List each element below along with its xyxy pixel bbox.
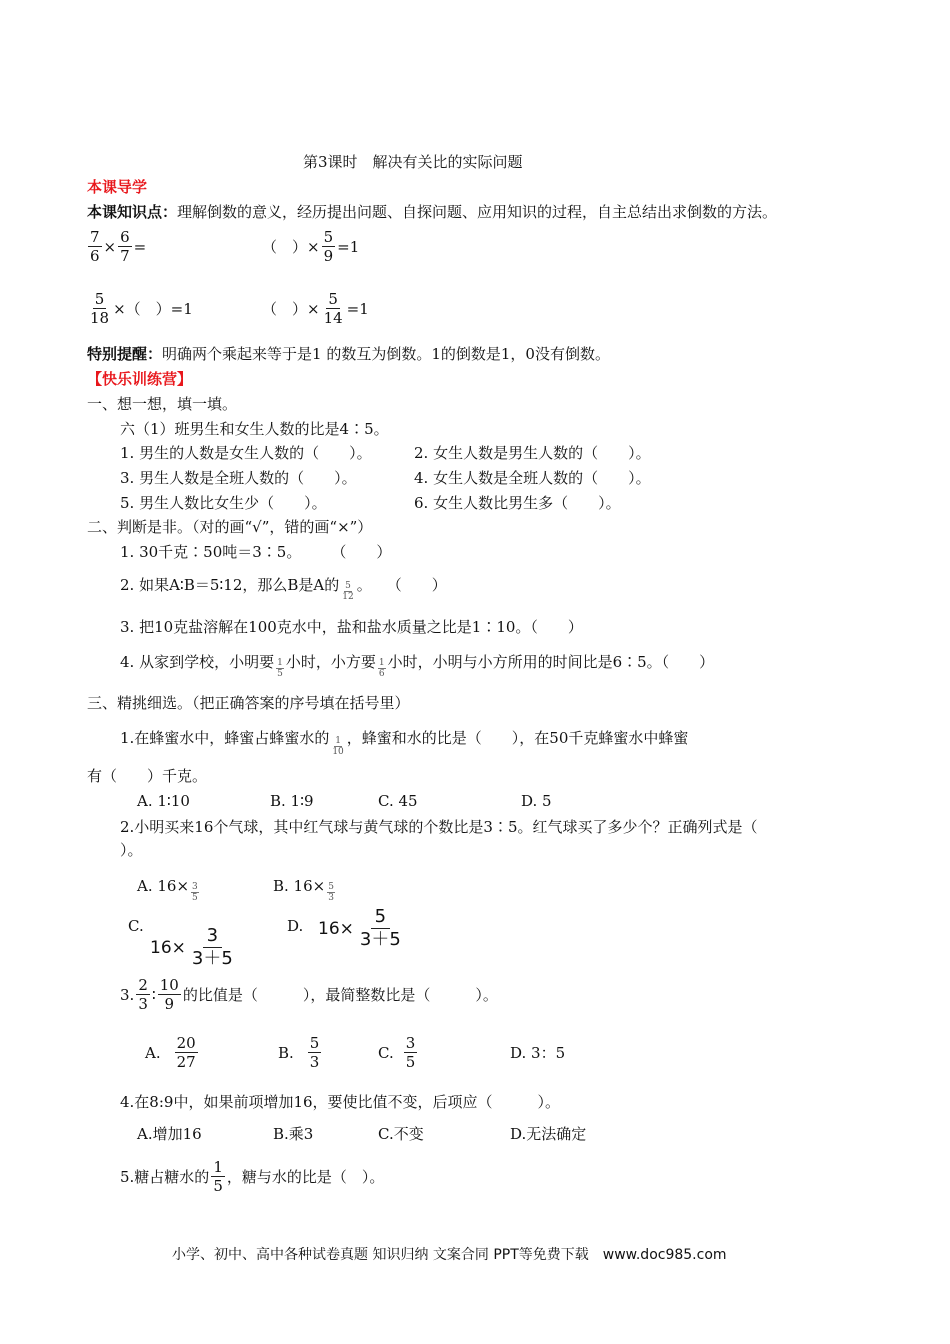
s3-q2-cont: ）。 (120, 841, 143, 859)
fraction: $\frac{3}{5}$ (405, 1034, 416, 1071)
s3-q1-option-d: D. 5 (521, 792, 552, 810)
exercise-1 (86, 228, 146, 265)
s1-q4: 4. 女生人数是全班人数的（ ）。 (414, 469, 651, 487)
exercise-2: （ ）× $\frac{5}{9}$ =1 (262, 228, 360, 265)
fraction: $\frac{20}{27}$ (176, 1034, 196, 1071)
fraction: $\frac{1}{5}$ (213, 1158, 223, 1195)
knowledge-line (87, 202, 777, 222)
section-1-intro: 六（1）班男生和女生人数的比是4∶5。 (120, 420, 389, 438)
exercise-4: （ ）× $\frac{5}{14}$ =1 (262, 290, 369, 327)
reminder-text: 明确两个乘起来等于是1 的数互为倒数。1的倒数是1，0没有倒数。 (162, 345, 610, 363)
camp-heading: 【快乐训练营】 (87, 370, 193, 388)
fraction: $\frac{5}{14}$ (323, 290, 343, 327)
reminder-label: 特别提醒： (87, 345, 163, 363)
s3-q1-option-c: C. 45 (378, 792, 418, 810)
s3-q5: 5.糖占糖水的 $\frac{1}{5}$ ，糖与水的比是（ ）。 (120, 1158, 385, 1195)
s3-q2-option-d: 16× $\frac{5}{3+5}$ (318, 906, 407, 951)
exercise-3: $\frac{5}{18}$ ×（ ）=1 (90, 290, 193, 327)
s2-q3: 3. 把10克盐溶解在100克水中，盐和盐水质量之比是1∶10。（ ） (120, 618, 583, 636)
section-1-heading: 一、想一想，填一填。 (87, 395, 238, 413)
s3-q2-option-c: 16× $\frac{3}{3+5}$ (150, 925, 239, 970)
fraction: $\frac{1}{6}$ (378, 658, 385, 679)
s3-q3-option-a: A. $\frac{20}{27}$ (145, 1034, 196, 1071)
s3-q1-option-a: A. 1∶10 (137, 792, 190, 810)
s3-q4: 4.在8:9中，如果前项增加16，要使比值不变，后项应（ ）。 (120, 1093, 561, 1111)
page-title: 第3课时 解决有关比的实际问题 (303, 153, 523, 171)
s3-q2: 2.小明买来16个气球，其中红气球与黄气球的个数比是3∶5。红气球买了多少个？正确列式是（ (120, 818, 758, 836)
fraction: $\frac{3}{5}$ (192, 882, 198, 903)
section-2-heading: 二、判断是非。（对的画“√”，错的画“×”） (87, 518, 373, 536)
s3-q1-cont: 有（ ）千克。 (87, 767, 208, 785)
s3-q2-option-c-label: C. (128, 917, 144, 935)
fraction: $\frac{1}{5}$ (277, 658, 283, 679)
s1-q3: 3. 男生人数是全班人数的（ ）。 (120, 469, 357, 487)
s3-q4-option-b: B.乘3 (273, 1125, 314, 1143)
s3-q4-option-a: A.增加16 (137, 1125, 202, 1143)
s2-q2: 2. 如果A∶B＝5∶12，那么B是A的 $\frac{5}{12}$ 。 （ ） (120, 575, 447, 602)
page-footer: 小学、初中、高中各种试卷真题 知识归纳 文案合同 PPT等免费下载 www.doc985.com (172, 1247, 727, 1263)
times-sign: × (103, 237, 117, 256)
section-3-heading: 三、精挑细选。（把正确答案的序号填在括号里） (87, 694, 410, 712)
s3-q3-option-b: B. $\frac{5}{3}$ (278, 1034, 320, 1071)
equals-sign: = (133, 237, 147, 256)
fraction: $\frac{5}{3}$ (328, 882, 334, 903)
fraction: $\frac{5}{3}$ (309, 1034, 320, 1071)
s3-q3-option-c: C. $\frac{3}{5}$ (378, 1034, 416, 1071)
s2-q4: 4. 从家到学校，小明要 $\frac{1}{5}$ 小时，小方要 $\frac{1}{6}$ 小时，小明与小方所用的时间比是6∶5。（ ） (120, 652, 715, 679)
knowledge-label: 本课知识点： (87, 203, 178, 221)
fraction: $\frac{2}{3}$ (138, 976, 148, 1013)
s3-q1-option-b: B. 1∶9 (270, 792, 314, 810)
knowledge-text: 理解倒数的意义，经历提出问题、自探问题、应用知识的过程，自主总结出求倒数的方法。 (177, 203, 778, 221)
fraction: $\frac{3}{3+5}$ (191, 925, 233, 969)
fraction: $\frac{10}{9}$ (159, 976, 179, 1013)
s1-q5: 5. 男生人数比女生少（ ）。 (120, 494, 327, 512)
s3-q2-option-b: B. 16× $\frac{5}{3}$ (273, 876, 334, 903)
guide-heading: 本课导学 (87, 178, 148, 196)
s3-q2-option-d-label: D. (287, 917, 304, 935)
s3-q3-option-d: D. 3：5 (510, 1044, 566, 1062)
s1-q6: 6. 女生人数比男生多（ ）。 (414, 494, 621, 512)
fraction: $\frac{5}{18}$ (90, 290, 110, 327)
reminder-line (87, 344, 610, 364)
fraction: $\frac{1}{10}$ (332, 736, 344, 757)
s3-q4-option-c: C.不变 (378, 1125, 424, 1143)
s3-q2-option-a: A. 16× $\frac{3}{5}$ (137, 876, 198, 903)
s2-q1: 1. 30千克∶50吨＝3∶5。 （ ） (120, 543, 392, 561)
s1-q2: 2. 女生人数是男生人数的（ ）。 (414, 444, 651, 462)
fraction: $\frac{5}{3+5}$ (359, 906, 401, 950)
s1-q1: 1. 男生的人数是女生人数的（ ）。 (120, 444, 372, 462)
fraction: $\frac{6}{7}$ (120, 228, 130, 265)
fraction: $\frac{5}{9}$ (323, 228, 334, 265)
s3-q1: 1.在蜂蜜水中，蜂蜜占蜂蜜水的 $\frac{1}{10}$ ，蜂蜜和水的比是（ ），在50千克蜂蜜水中蜂蜜 (120, 728, 689, 757)
fraction: $\frac{7}{6}$ (90, 228, 100, 265)
s3-q3: 3. $\frac{2}{3}$ ∶ $\frac{10}{9}$ 的比值是（ ），最简整数比是（ ）。 (120, 976, 498, 1013)
fraction: $\frac{5}{12}$ (342, 581, 354, 602)
s3-q4-option-d: D.无法确定 (510, 1125, 587, 1143)
